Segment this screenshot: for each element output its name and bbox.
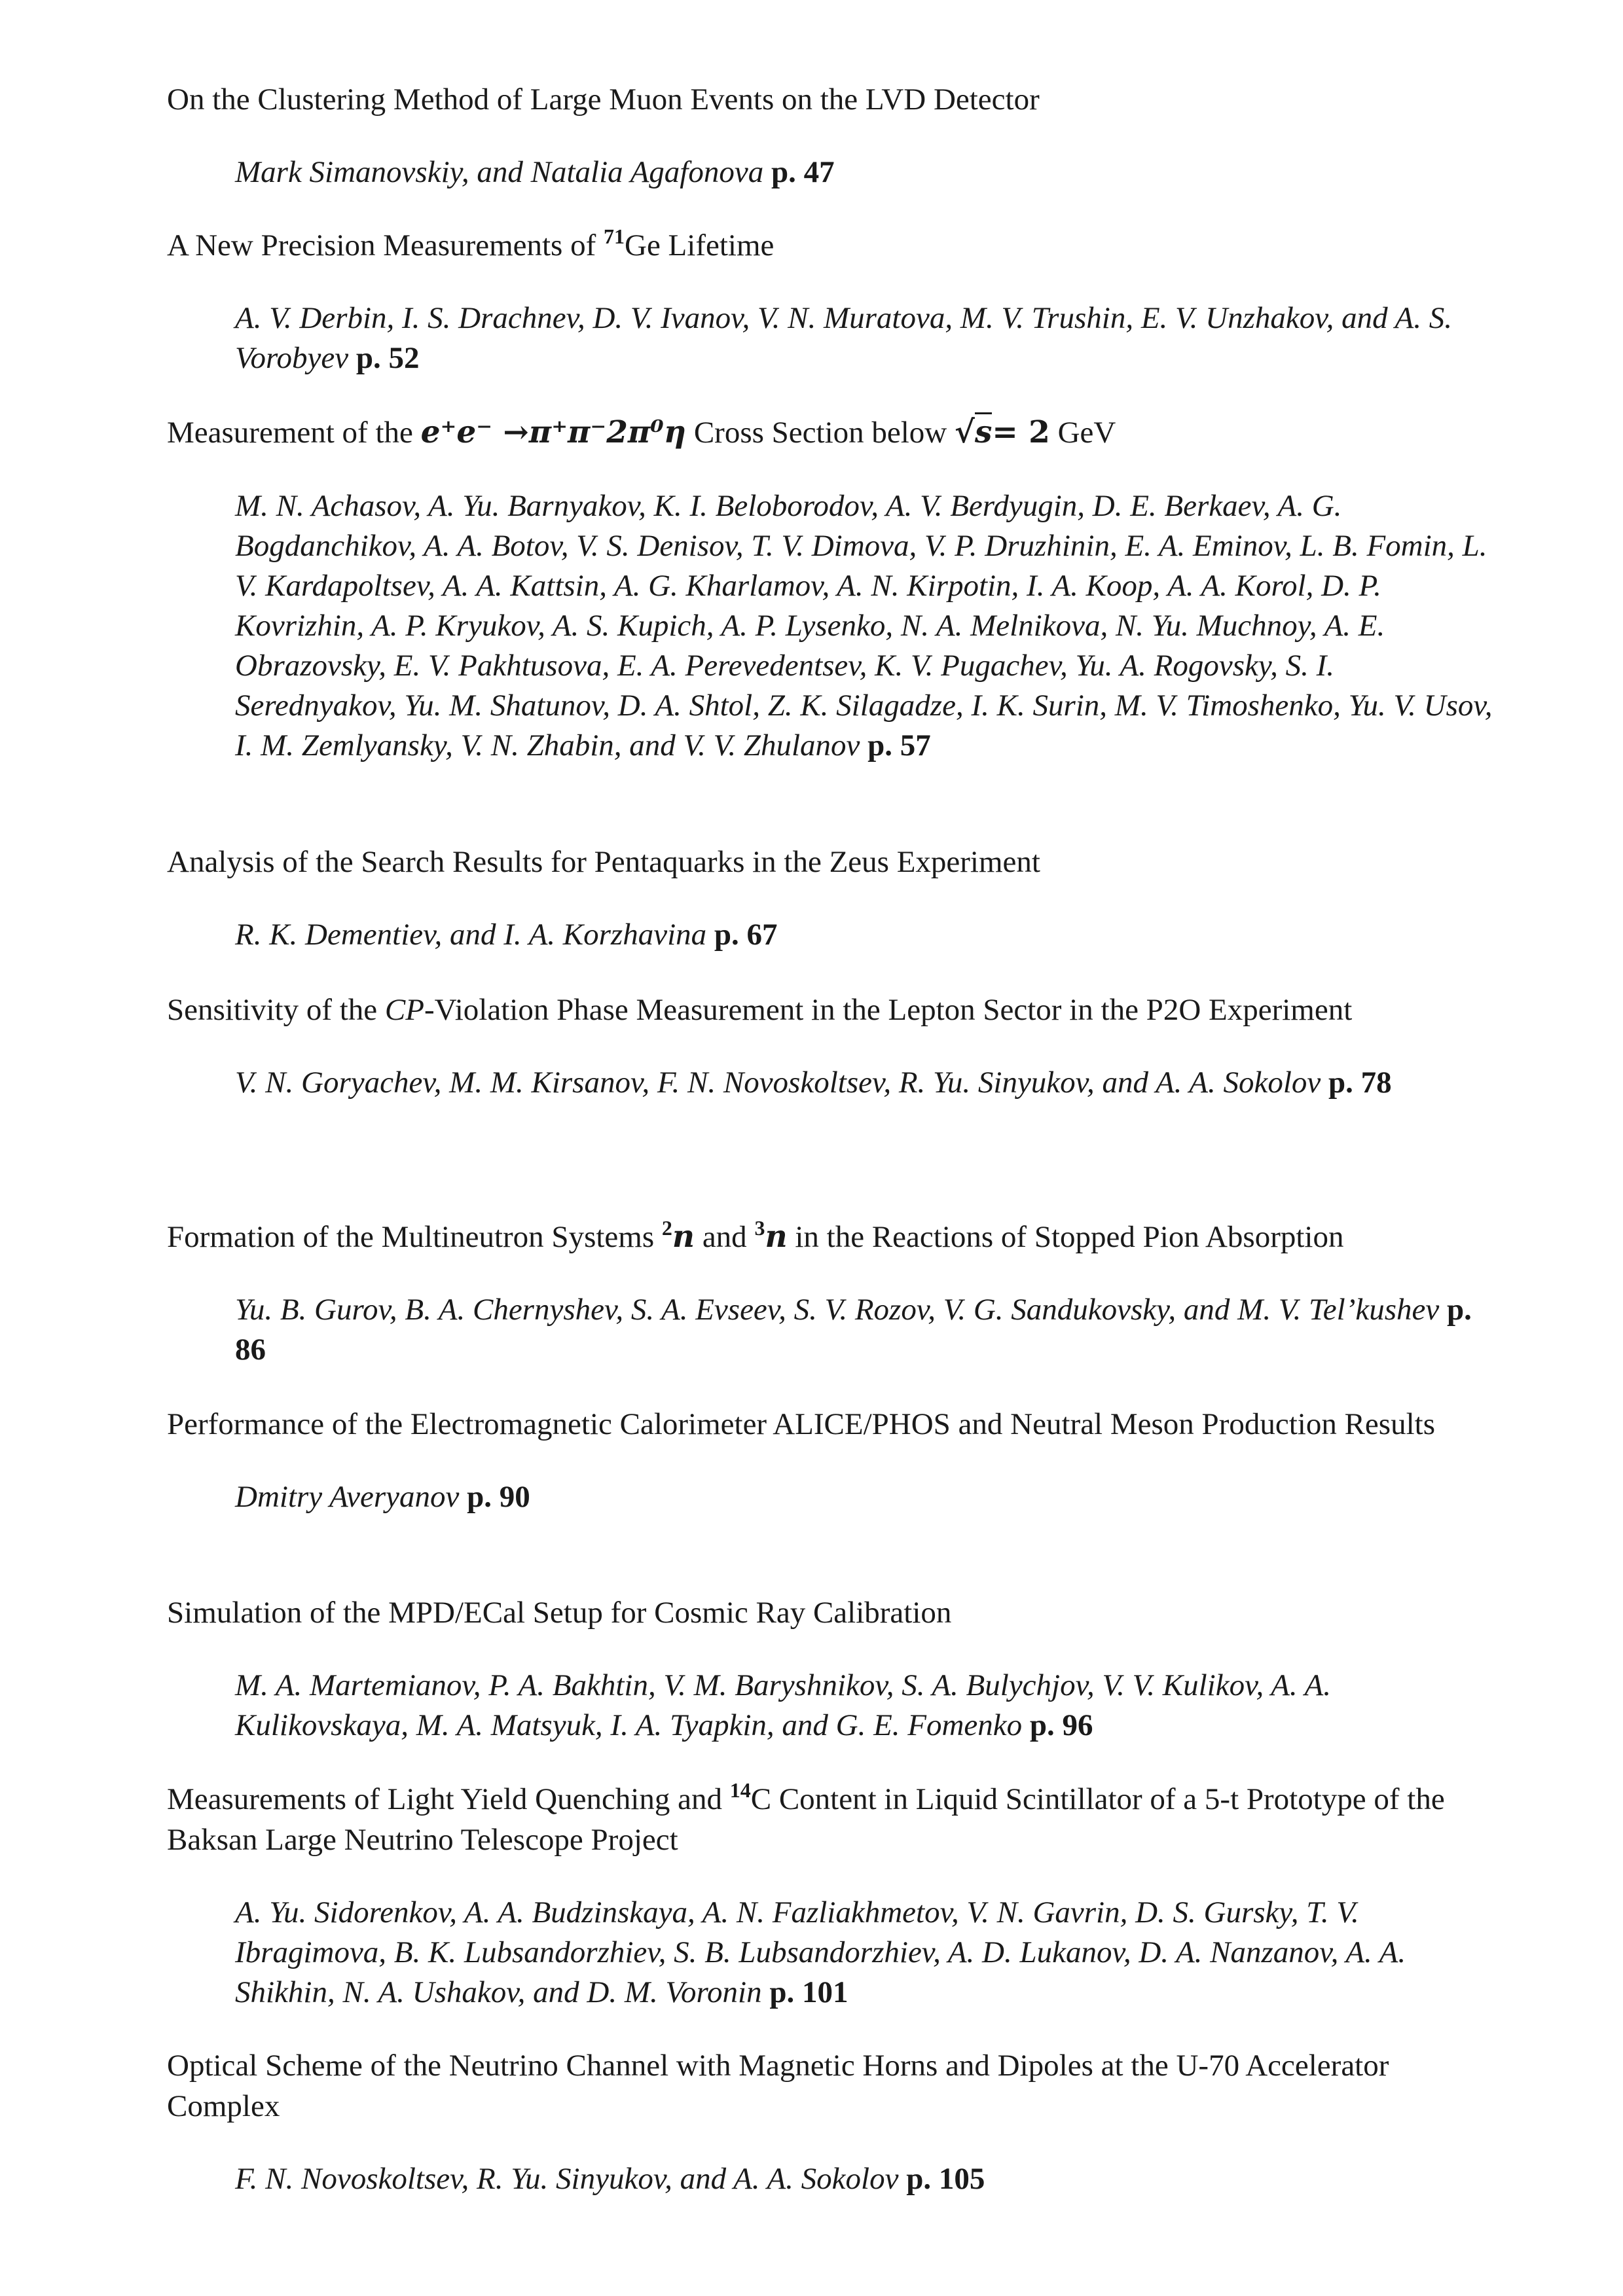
energy-value: = 2 [992, 414, 1050, 450]
article-title: Measurements of Light Yield Quenching and $^{14}$C Content in Liquid Scintillator of a 5-t Prototype of the Baksan Large Neutrino Telescope Project [167, 1778, 1445, 1857]
article-authors [167, 1063, 1502, 1103]
article-title: Sensitivity of the CP-Violation Phase Measurement in the Lepton Sector in the P2O Experiment [167, 993, 1353, 1027]
article-title: Simulation of the MPD/ECal Setup for Cosmic Ray Calibration [167, 1596, 952, 1630]
article-title: Analysis of the Search Results for Pentaquarks in the Zeus Experiment [167, 845, 1040, 879]
article-title: Formation of the Multineutron Systems $^2$n and $^3$n in the Reactions of Stopped Pion Absorption [167, 1216, 1344, 1255]
cp-symbol: CP [384, 993, 424, 1027]
toc-entry [167, 1217, 1496, 1370]
page-number: p. 52 [356, 341, 420, 375]
page-number: p. 96 [1029, 1708, 1093, 1742]
article-authors [167, 152, 1502, 192]
author-list: Yu. B. Gurov, B. A. Chernyshev, S. A. Evseev, S. V. Rozov, V. G. Sandukovsky, and M. V. Tel’kushev [235, 1293, 1440, 1327]
neutron-symbol: n [765, 1219, 788, 1255]
neutron-symbol: n [672, 1219, 695, 1255]
article-authors [167, 486, 1502, 766]
article-authors [167, 1666, 1502, 1746]
author-list: A. Yu. Sidorenkov, A. A. Budzinskaya, A. N. Fazliakhmetov, V. N. Gavrin, D. S. Gursky, T. V. Ibragimova, B. K. Lubsandorzhiev, S. B. Lubsandorzhiev, A. D. Lukanov, D. A. Nanzanov, A. A. Shikhin, N. A. Ushakov, and D. M. Voronin [235, 1895, 1406, 2009]
article-authors [167, 1477, 1502, 1517]
toc-entry [167, 412, 1496, 766]
toc-entry [167, 1592, 1496, 1746]
article-title: Performance of the Electromagnetic Calorimeter ALICE/PHOS and Neutral Meson Production Results [167, 1407, 1435, 1441]
author-list: M. A. Martemianov, P. A. Bakhtin, V. M. Baryshnikov, S. A. Bulychjov, V. V. Kulikov, A. A. Kulikovskaya, M. A. Matsyuk, I. A. Tyapkin, and G. E. Fomenko [235, 1668, 1331, 1742]
page-number: p. 90 [467, 1480, 530, 1514]
reaction-formula: e⁺e⁻ →π⁺π⁻2π⁰η [420, 414, 687, 450]
toc-entry [167, 1404, 1496, 1517]
toc-entry [167, 1779, 1496, 2013]
page-number: p. 86 [235, 1293, 1472, 1367]
author-list: M. N. Achasov, A. Yu. Barnyakov, K. I. Beloborodov, A. V. Berdyugin, D. E. Berkaev, A. G. Bogdanchikov, A. A. Botov, V. S. Denisov, T. V. Dimova, V. P. Druzhinin, E. A. Eminov, L. B. Fomin, L. V. Kardapoltsev, A. A. Kattsin, A. G. Kharlamov, A. N. Kirpotin, I. A. Koop, A. A. Korol, D. P. Kovrizhin, A. P. Kryukov, A. S. Kupich, A. P. Lysenko, N. A. Melnikova, N. Yu. Muchnoy, A. E. Obrazovsky, E. V. Pakhtusova, E. A. Perevedentsev, K. V. Pugachev, Yu. A. Rogovsky, S. I. Serednyakov, Yu. M. Shatunov, D. A. Shtol, Z. K. Silagadze, I. K. Surin, M. V. Timoshenko, Yu. V. Usov, I. M. Zemlyansky, V. N. Zhabin, and V. V. Zhulanov [235, 489, 1493, 762]
sqrt-sign: √ [955, 414, 975, 450]
article-title: Measurement of the e⁺e⁻ →π⁺π⁻2π⁰η Cross Section below √s= 2 GeV [167, 412, 1496, 453]
author-list: V. N. Goryachev, M. M. Kirsanov, F. N. Novoskoltsev, R. Yu. Sinyukov, and A. A. Sokolov [235, 1066, 1321, 1100]
isotope-mass-number: 71 [604, 224, 625, 248]
page-number: p. 67 [714, 918, 778, 952]
article-authors [167, 915, 1502, 955]
toc-entry [167, 79, 1496, 192]
article-authors [167, 1893, 1502, 2013]
page-number: p. 78 [1328, 1066, 1392, 1100]
toc-entry [167, 2045, 1496, 2199]
page-number: p. 101 [769, 1975, 848, 2009]
article-authors [167, 298, 1502, 378]
article-title: On the Clustering Method of Large Muon Events on the LVD Detector [167, 82, 1040, 117]
toc-entry [167, 842, 1496, 955]
author-list: A. V. Derbin, I. S. Drachnev, D. V. Ivanov, V. N. Muratova, M. V. Trushin, E. V. Unzhakov, and A. S. Vorobyev [235, 301, 1453, 375]
isotope-mass-number: 14 [729, 1778, 751, 1802]
article-title: Optical Scheme of the Neutrino Channel with Magnetic Horns and Dipoles at the U-70 Accelerator Complex [167, 2049, 1389, 2123]
article-authors [167, 2159, 1502, 2199]
author-list: R. K. Dementiev, and I. A. Korzhavina [235, 918, 707, 952]
article-title: A New Precision Measurements of $^{71}$Ge Lifetime [167, 224, 775, 262]
page-number: p. 105 [906, 2162, 985, 2196]
page-number: p. 57 [867, 728, 931, 762]
author-list: F. N. Novoskoltsev, R. Yu. Sinyukov, and A. A. Sokolov [235, 2162, 899, 2196]
toc-entry [167, 225, 1496, 378]
sqrt-argument: s [975, 412, 992, 450]
page-number: p. 47 [771, 155, 835, 189]
article-authors [167, 1290, 1502, 1370]
toc-entry [167, 990, 1496, 1103]
author-list: Mark Simanovskiy, and Natalia Agafonova [235, 155, 764, 189]
author-list: Dmitry Averyanov [235, 1480, 460, 1514]
